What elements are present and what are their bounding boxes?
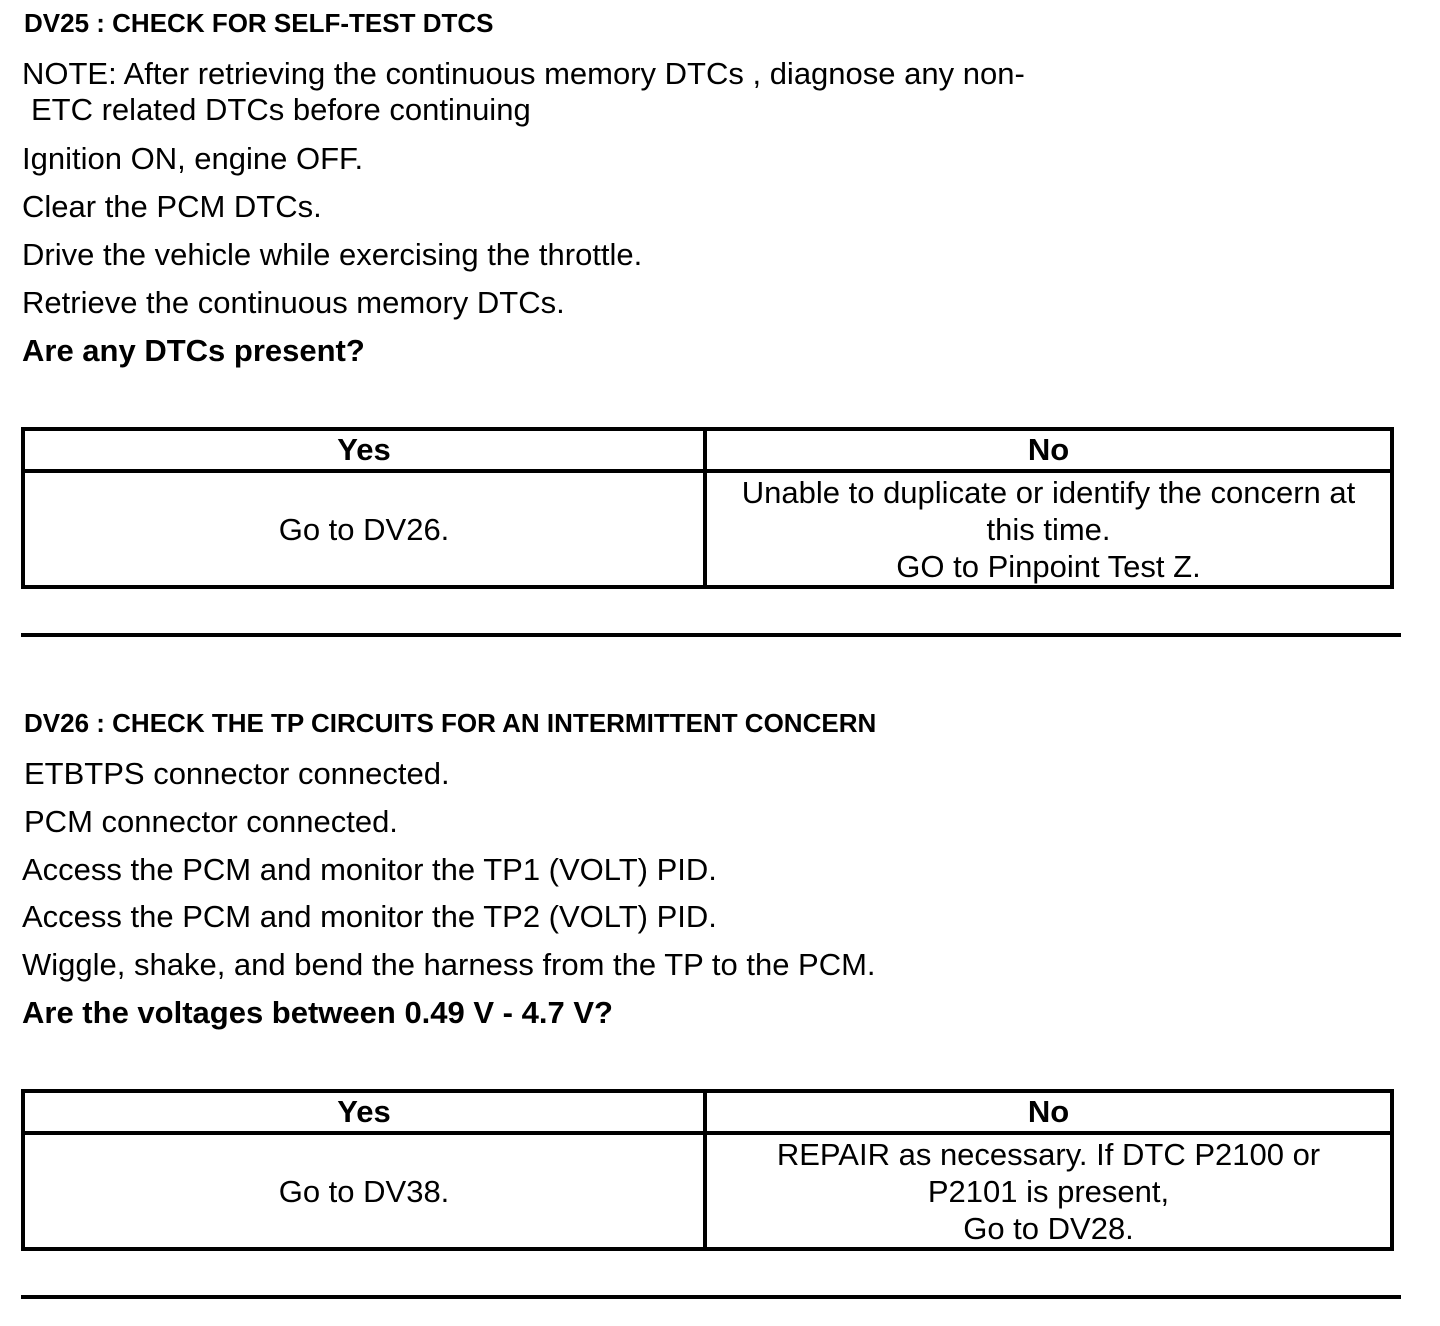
step-text: Access the PCM and monitor the TP1 (VOLT) PID.: [22, 852, 717, 887]
yes-action-text: Go to DV38.: [278, 1173, 450, 1209]
no-action-line: P2101 is present,: [927, 1173, 1170, 1209]
yes-cell: [23, 1133, 705, 1249]
section-divider: [21, 1295, 1401, 1299]
section-divider: [21, 633, 1401, 637]
no-action-line: this time.: [986, 511, 1111, 547]
table-header-row: [23, 429, 1392, 471]
step-text: Drive the vehicle while exercising the throttle.: [22, 237, 643, 272]
no-action-line: Go to DV28.: [963, 1210, 1134, 1246]
decision-question: Are any DTCs present?: [22, 333, 365, 368]
no-action-line: REPAIR as necessary. If DTC P2100 or: [776, 1136, 1321, 1172]
table-row: [23, 1133, 1392, 1249]
note-line: NOTE: After retrieving the continuous memory DTCs , diagnose any non-: [22, 56, 1025, 91]
section-heading: DV26 : CHECK THE TP CIRCUITS FOR AN INTERMITTENT CONCERN: [24, 708, 877, 738]
no-header: No: [705, 1091, 1392, 1133]
no-header: No: [705, 429, 1392, 471]
step-text: PCM connector connected.: [24, 804, 398, 839]
step-text: Ignition ON, engine OFF.: [22, 141, 364, 176]
no-cell: [705, 1133, 1392, 1249]
step-text: Clear the PCM DTCs.: [22, 189, 322, 224]
decision-question: Are the voltages between 0.49 V - 4.7 V?: [22, 995, 613, 1030]
yes-header: Yes: [23, 1091, 705, 1133]
yes-header: Yes: [23, 429, 705, 471]
yes-action-text: Go to DV26.: [278, 511, 450, 547]
section-heading: DV25 : CHECK FOR SELF-TEST DTCS: [24, 8, 494, 38]
step-text: Wiggle, shake, and bend the harness from the TP to the PCM.: [22, 947, 876, 982]
result-table: [21, 1089, 1394, 1251]
table-row: [23, 471, 1392, 587]
table-header-row: [23, 1091, 1392, 1133]
no-cell: [705, 471, 1392, 587]
result-table: [21, 427, 1394, 589]
no-action-line: GO to Pinpoint Test Z.: [896, 548, 1201, 584]
note-line: ETC related DTCs before continuing: [31, 92, 531, 127]
step-text: Access the PCM and monitor the TP2 (VOLT) PID.: [22, 899, 717, 934]
step-text: ETBTPS connector connected.: [24, 756, 450, 791]
yes-cell: [23, 471, 705, 587]
step-text: Retrieve the continuous memory DTCs.: [22, 285, 565, 320]
no-action-line: Unable to duplicate or identify the concern at: [741, 474, 1356, 510]
